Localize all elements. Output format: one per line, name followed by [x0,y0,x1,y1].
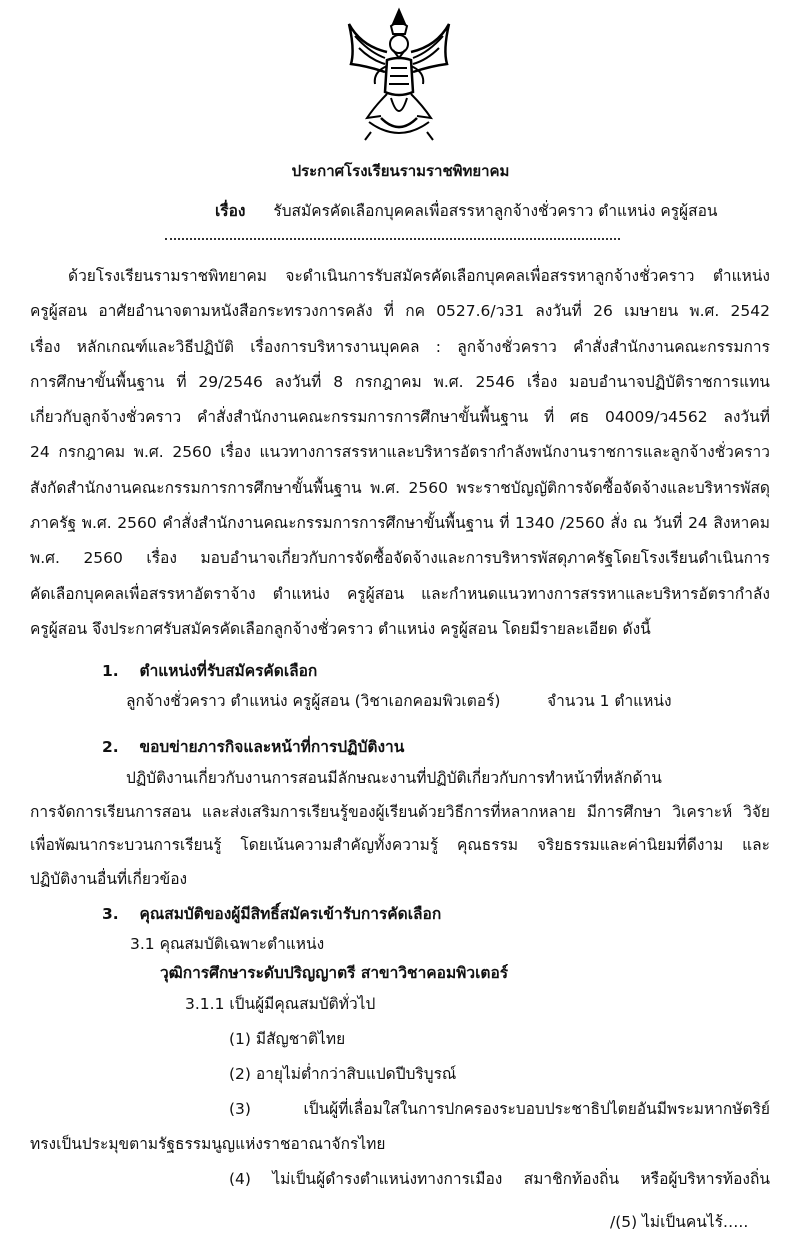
word: 2542 [730,302,770,320]
word: สั่ง [610,514,628,532]
word: (4) [229,1170,251,1188]
word: ลงวันที่ [535,302,582,320]
section-2-line [30,836,770,855]
word: ตำแหน่ง [712,267,770,285]
word: ครูผู้สอน [30,302,88,320]
word: คำสั่งสำนักงานคณะกรรมการการศึกษาขั้นพื้นฐาน [196,408,529,426]
word: มอบอำนาจปฏิบัติราชการแทน [569,373,770,391]
word: คุณธรรม [457,836,519,854]
dotted-divider [165,238,620,240]
word: 24 [688,514,708,532]
word: 04009/ว4562 [604,408,708,426]
word: ลงวันที่ [723,408,770,426]
word: อาศัยอำนาจตามหนังสือกระทรวงการคลัง [98,302,373,320]
intro-line [30,408,770,427]
word: วันที่ [652,514,683,532]
word: หลักเกณฑ์และวิธีปฏิบัติ [76,338,234,356]
word: 2560 [83,549,123,567]
word: สังกัดสำนักงานคณะกรรมการการศึกษาขั้นพื้นฐาน [30,479,362,497]
word: และ [742,836,770,854]
word: พ.ศ. [81,514,112,532]
word: พ.ศ. [433,373,464,391]
word: พ.ศ. [370,479,401,497]
word: ปฏิบัติงานเกี่ยวกับงานการสอนมีลักษณะงานที่ปฏิบัติเกี่ยวกับการทำหน้าที่หลักด้าน [126,769,662,787]
word: 1340 [515,514,555,532]
word: คัดเลือกบุคคลเพื่อสรรหาอัตราจ้าง [30,585,256,603]
subject-label: เรื่อง [215,202,246,220]
word: แนวทางการสรรหาและบริหารอัตรากำลังพนักงานราชการและลูกจ้างชั่วคราว [259,443,770,461]
word: เกี่ยวกับลูกจ้างชั่วคราว [30,408,182,426]
section-2-line [126,769,770,788]
word: เป็นผู้ที่เลื่อมใสในการปกครองระบอบประชาธิปไตยอันมีพระมหากษัตริย์ [303,1100,770,1118]
word: คำสั่งสำนักงานคณะกรรมการการศึกษาขั้นพื้นฐาน [162,514,494,532]
word: 29/2546 [198,373,263,391]
word: ศธ [569,408,590,426]
word: (3) [229,1100,251,1118]
section-3-1-1-heading: 3.1.1 เป็นผู้มีคุณสมบัติทั่วไป [185,995,376,1013]
intro-line [30,585,770,604]
word: ภาครัฐ [30,514,77,532]
subject-line [215,202,717,221]
section-1-heading [102,662,317,681]
intro-line [30,302,770,321]
word: : [435,338,441,356]
word: และกำหนดแนวทางการสรรหาและบริหารอัตรากำลัง [421,585,770,603]
intro-line [30,338,770,357]
section-1-position: ลูกจ้างชั่วคราว ตำแหน่ง ครูผู้สอน (วิชาเอกคอมพิวเตอร์) [126,692,501,710]
word: กรกฎาคม [354,373,422,391]
intro-line [30,514,770,533]
word: ที่ [499,514,510,532]
word: 2560 [408,479,448,497]
qualification-item-2: (2) อายุไม่ต่ำกว่าสิบแปดปีบริบูรณ์ [229,1065,457,1083]
word: กค [405,302,425,320]
qualification-item-4 [229,1170,770,1189]
word: คำสั่งสำนักงานคณะกรรมการ [573,338,770,356]
word: ณ [632,514,648,532]
word: เรื่อง [30,338,61,356]
word: ลงวันที่ [274,373,322,391]
word: โดยเน้นความสำคัญทั้งความรู้ [240,836,439,854]
section-3-number: 3. [102,905,119,923]
section-1-number: 1. [102,662,119,680]
qualification-item-1: (1) มีสัญชาติไทย [229,1030,346,1048]
continuation-note: /(5) ไม่เป็นคนไร้….. [610,1213,749,1231]
word: ที่ [176,373,187,391]
qualification-text: วุฒิการศึกษาระดับปริญญาตรี สาขาวิชาคอมพิวเตอร์ [160,964,509,982]
word: เรื่อง [220,443,251,461]
word: วิเคราะห์ [672,803,733,821]
word: หรือผู้บริหารท้องถิ่น [640,1170,770,1188]
word: ที่ [383,302,394,320]
word: ที่ [543,408,555,426]
word: 26 [593,302,613,320]
intro-line [68,267,770,286]
word: พ.ศ. [689,302,720,320]
section-3-1-heading: 3.1 คุณสมบัติเฉพาะตำแหน่ง [130,935,325,953]
word: กรกฎาคม [58,443,126,461]
section-2-title: ขอบข่ายภารกิจและหน้าที่การปฏิบัติงาน [139,738,405,756]
word: จริยธรรมและค่านิยมที่ดีงาม [536,836,724,854]
word: และส่งเสริมการเรียนรู้ของผู้เรียนด้วยวิธีการที่หลากหลาย [201,803,576,821]
word: มอบอำนาจเกี่ยวกับการจัดซื้อจัดจ้างและการบริหารพัสดุภาครัฐโดยโรงเรียนดำเนินการ [200,549,770,567]
word: จะดำเนินการรับสมัครคัดเลือกบุคคลเพื่อสรรหาลูกจ้างชั่วคราว [285,267,695,285]
word: สมาชิกท้องถิ่น [523,1170,620,1188]
word: เรื่องการบริหารงานบุคคล [250,338,420,356]
word: พระราชบัญญัติการจัดซื้อจัดจ้างและบริหารพัสดุ [456,479,770,497]
garuda-emblem-icon [341,6,457,146]
intro-line: ครูผู้สอน จึงประกาศรับสมัครคัดเลือกลูกจ้างชั่วคราว ตำแหน่ง ครูผู้สอน โดยมีรายละเอียด ดังนี้ [30,620,651,638]
word: ครูผู้สอน [346,585,405,603]
word: พ.ศ. [133,443,164,461]
section-1-count: จำนวน 1 ตำแหน่ง [547,692,672,710]
intro-line [30,443,770,462]
word: ลูกจ้างชั่วคราว [457,338,557,356]
qualification-item-3-cont: ทรงเป็นประมุขตามรัฐธรรมนูญแห่งราชอาณาจักรไทย [30,1135,386,1153]
section-3-title: คุณสมบัติของผู้มีสิทธิ์สมัครเข้ารับการคัดเลือก [139,905,442,923]
word: 2546 [475,373,515,391]
word: มีการศึกษา [586,803,662,821]
word: 2560 [172,443,212,461]
intro-line [30,479,770,498]
word: การจัดการเรียนการสอน [30,803,192,821]
word: สิงหาคม [713,514,770,532]
word: เมษายน [624,302,679,320]
word: 0527.6/ว31 [436,302,525,320]
word: ตำแหน่ง [272,585,330,603]
word: เรื่อง [146,549,177,567]
word: ไม่เป็นผู้ดำรงตำแหน่งทางการเมือง [272,1170,503,1188]
section-2-number: 2. [102,738,119,756]
intro-line [30,373,770,392]
word: /2560 [560,514,605,532]
word: 24 [30,443,50,461]
section-2-line: ปฏิบัติงานอื่นที่เกี่ยวข้อง [30,870,188,888]
word: การศึกษาขั้นพื้นฐาน [30,373,165,391]
word: วิจัย [743,803,770,821]
announcement-title: ประกาศโรงเรียนรามราชพิทยาคม [291,162,510,180]
intro-line [30,549,770,568]
word: เรื่อง [526,373,558,391]
section-1-title: ตำแหน่งที่รับสมัครคัดเลือก [139,662,318,680]
word: 2560 [117,514,157,532]
section-3-heading [102,905,441,924]
word: 8 [333,373,344,391]
word: ด้วยโรงเรียนรามราชพิทยาคม [68,267,267,285]
word: พ.ศ. [30,549,60,567]
section-2-line [30,803,770,822]
qualification-item-3 [229,1100,770,1119]
section-2-heading [102,738,404,757]
subject-text: รับสมัครคัดเลือกบุคคลเพื่อสรรหาลูกจ้างชั่วคราว ตำแหน่ง ครูผู้สอน [273,202,718,220]
word: เพื่อพัฒนากระบวนการเรียนรู้ [30,836,222,854]
